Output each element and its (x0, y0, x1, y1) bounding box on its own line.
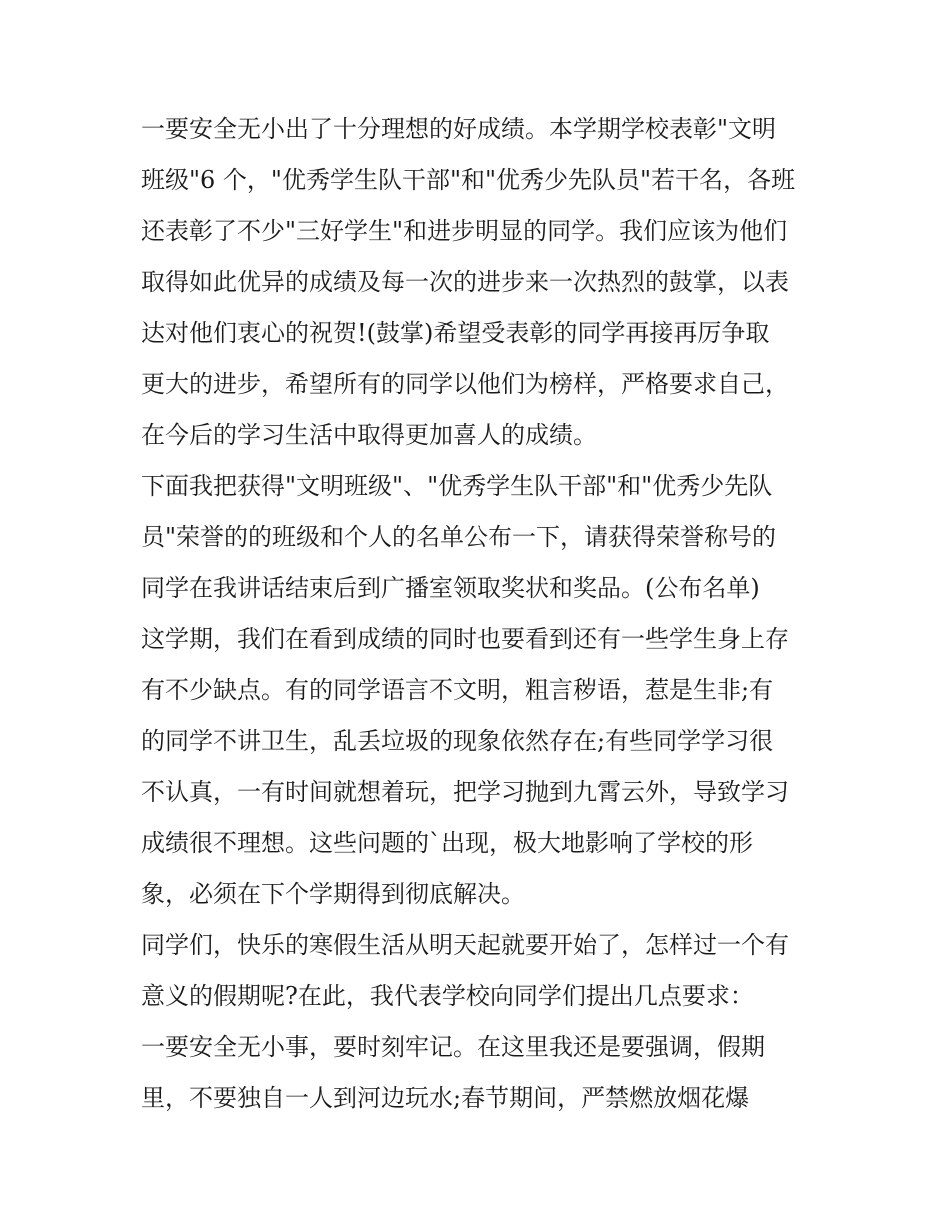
text-line: 下面我把获得"文明班级"、"优秀学生队干部"和"优秀少先队 (141, 472, 773, 500)
text-line: 员"荣誉的的班级和个人的名单公布一下，请获得荣誉称号的 (141, 523, 777, 551)
text-line: 一要安全无小出了十分理想的好成绩。本学期学校表彰"文明 (141, 115, 777, 143)
text-line: 更大的进步，希望所有的同学以他们为榜样，严格要求自己， (141, 370, 789, 398)
text-line: 意义的假期呢?在此，我代表学校向同学们提出几点要求： (141, 982, 754, 1010)
text-line: 成绩很不理想。这些问题的`出现，极大地影响了学校的形 (141, 829, 753, 857)
text-line: 的同学不讲卫生，乱丢垃圾的现象依然存在;有些同学学习很 (141, 727, 774, 755)
text-line: 还表彰了不少"三好学生"和进步明显的同学。我们应该为他们 (141, 217, 788, 245)
text-line: 取得如此优异的成绩及每一次的进步来一次热烈的鼓掌，以表 (141, 268, 789, 296)
text-line: 一要安全无小事，要时刻牢记。在这里我还是要强调，假期 (141, 1033, 765, 1061)
text-line: 在今后的学习生活中取得更加喜人的成绩。 (141, 421, 597, 449)
text-line: 达对他们衷心的祝贺!(鼓掌)希望受表彰的同学再接再厉争取 (141, 319, 770, 347)
text-line: 同学们，快乐的寒假生活从明天起就要开始了，怎样过一个有 (141, 931, 789, 959)
text-line: 里，不要独自一人到河边玩水;春节期间，严禁燃放烟花爆 (141, 1084, 750, 1112)
text-line: 这学期，我们在看到成绩的同时也要看到还有一些学生身上存 (141, 625, 789, 653)
text-line: 同学在我讲话结束后到广播室领取奖状和奖品。(公布名单) (141, 574, 760, 602)
text-line: 有不少缺点。有的同学语言不文明，粗言秽语，惹是生非;有 (141, 676, 774, 704)
text-line: 班级"6 个，"优秀学生队干部"和"优秀少先队员"若干名，各班 (141, 166, 796, 194)
text-line: 象，必须在下个学期得到彻底解决。 (141, 880, 525, 908)
text-line: 不认真，一有时间就想着玩，把学习抛到九霄云外，导致学习 (141, 778, 789, 806)
document-body (141, 104, 831, 1124)
